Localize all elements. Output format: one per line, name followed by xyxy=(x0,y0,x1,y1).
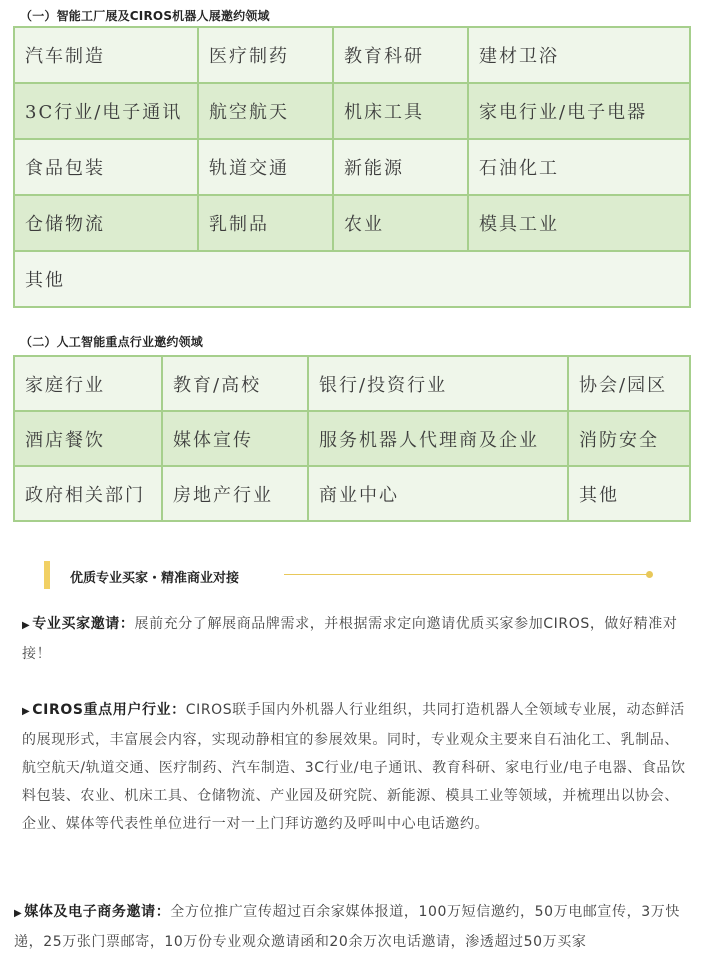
table-row xyxy=(14,356,690,411)
table-cell: 模具工业 xyxy=(468,195,690,251)
table-cell: 乳制品 xyxy=(198,195,333,251)
section2-title: （二）人工智能重点行业邀约领域 xyxy=(20,335,204,349)
banner-title: 优质专业买家・精准商业对接 xyxy=(70,571,240,586)
paragraph-heading: CIROS重点用户行业： xyxy=(32,702,186,718)
table-cell: 医疗制药 xyxy=(198,27,333,83)
paragraph-buyer-invitation xyxy=(22,610,690,668)
table-cell: 航空航天 xyxy=(198,83,333,139)
table-cell: 家电行业/电子电器 xyxy=(468,83,690,139)
table-cell: 农业 xyxy=(333,195,468,251)
table-row xyxy=(14,83,690,139)
table-cell: 政府相关部门 xyxy=(14,466,162,521)
table-row xyxy=(14,139,690,195)
table-cell: 仓储物流 xyxy=(14,195,198,251)
table-row xyxy=(14,466,690,521)
triangle-bullet-icon: ▶ xyxy=(22,706,31,717)
table-row xyxy=(14,195,690,251)
paragraph-body: CIROS联手国内外机器人行业组织，共同打造机器人全领域专业展，动态鲜活的展现形式，丰富展会内容，实现动静相宜的参展效果。同时，专业观众主要来自石油化工、乳制品、航空航天/轨道交通、医疗制药、汽车制造、3C行业/电子通讯、教育科研、家电行业/电子电器、食品饮料包装、农业、机床工具、仓储物流、产业园及研究院、新能源、模具工业等领域，并梳理出以协会、企业、媒体等代表性单位进行一对一上门拜访邀约及呼叫中心电话邀约。 xyxy=(22,702,686,832)
table-cell: 房地产行业 xyxy=(162,466,308,521)
section-banner xyxy=(44,560,656,590)
section1-table xyxy=(13,26,691,308)
banner-accent-bar xyxy=(44,561,50,589)
triangle-bullet-icon: ▶ xyxy=(22,620,31,631)
table-cell: 食品包装 xyxy=(14,139,198,195)
table-cell: 银行/投资行业 xyxy=(308,356,568,411)
table-cell: 建材卫浴 xyxy=(468,27,690,83)
table-cell: 3C行业/电子通讯 xyxy=(14,83,198,139)
table-cell: 酒店餐饮 xyxy=(14,411,162,466)
section1-title: （一）智能工厂展及CIROS机器人展邀约领域 xyxy=(20,9,270,23)
table-row xyxy=(14,251,690,307)
table-cell: 媒体宣传 xyxy=(162,411,308,466)
table-cell: 协会/园区 xyxy=(568,356,690,411)
paragraph-heading: 专业买家邀请： xyxy=(32,616,135,632)
paragraph-key-industries xyxy=(22,696,690,838)
table-cell: 消防安全 xyxy=(568,411,690,466)
banner-dot xyxy=(646,571,653,578)
banner-divider xyxy=(284,574,650,575)
paragraph-body: 展前充分了解展商品牌需求，并根据需求定向邀请优质买家参加CIROS，做好精准对接！ xyxy=(22,616,678,662)
table-cell: 商业中心 xyxy=(308,466,568,521)
table-cell: 其他 xyxy=(568,466,690,521)
table-cell: 教育/高校 xyxy=(162,356,308,411)
table-row xyxy=(14,27,690,83)
table-cell: 新能源 xyxy=(333,139,468,195)
triangle-bullet-icon: ▶ xyxy=(14,908,23,919)
table-cell: 轨道交通 xyxy=(198,139,333,195)
table-cell: 机床工具 xyxy=(333,83,468,139)
table-cell: 石油化工 xyxy=(468,139,690,195)
paragraph-heading: 媒体及电子商务邀请： xyxy=(24,904,171,920)
table-cell: 家庭行业 xyxy=(14,356,162,411)
table-cell: 教育科研 xyxy=(333,27,468,83)
section2-table xyxy=(13,355,691,522)
table-cell: 汽车制造 xyxy=(14,27,198,83)
table-row xyxy=(14,411,690,466)
paragraph-media-invitation xyxy=(14,898,690,956)
table-cell-other: 其他 xyxy=(14,251,690,307)
paragraph-body: 全方位推广宣传超过百余家媒体报道，100万短信邀约，50万电邮宣传，3万快递，25万张门票邮寄，10万份专业观众邀请函和20余万次电话邀请，渗透超过50万买家 xyxy=(14,904,680,950)
table-cell: 服务机器人代理商及企业 xyxy=(308,411,568,466)
